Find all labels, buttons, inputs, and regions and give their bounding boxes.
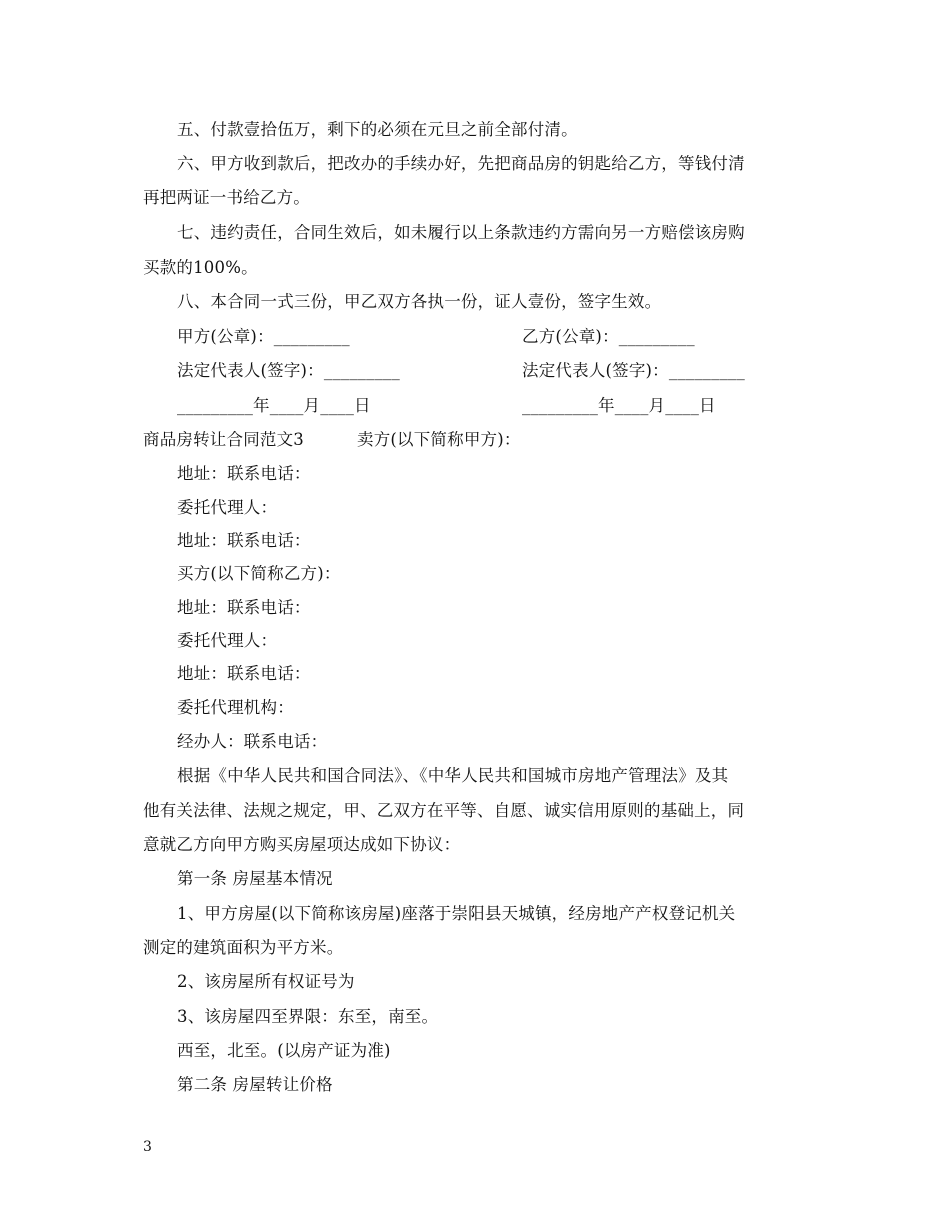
seller-address: 地址：联系电话：	[177, 464, 311, 483]
seller-agent-address: 地址：联系电话：	[177, 531, 311, 550]
clause-5: 五、付款壹拾伍万，剩下的必须在元旦之前全部付清。	[177, 120, 578, 139]
preamble-line-3: 意就乙方向甲方购买房屋项达成如下协议：	[143, 835, 461, 854]
page-number: 3	[143, 1139, 152, 1155]
clause-7-line-2: 买款的100%。	[143, 258, 258, 277]
agency: 委托代理机构：	[177, 698, 294, 717]
handler: 经办人：联系电话：	[177, 732, 328, 751]
clause-7-line-1: 七、违约责任，合同生效后，如未履行以上条款违约方需向另一方赔偿该房购	[177, 223, 745, 242]
section-title: 商品房转让合同范文3	[143, 430, 304, 449]
article-1-item-3: 3、该房屋四至界限：东至，南至。	[177, 1007, 439, 1026]
article-1-title: 第一条 房屋基本情况	[177, 869, 333, 888]
buyer-agent-address: 地址：联系电话：	[177, 664, 311, 683]
article-1-item-3-cont: 西至，北至。(以房产证为准)	[177, 1041, 391, 1060]
article-1-item-1-line-1: 1、甲方房屋(以下简称该房屋)座落于崇阳县天城镇，经房地产产权登记机关	[177, 904, 736, 923]
preamble-line-1: 根据《中华人民共和国合同法》、《中华人民共和国城市房地产管理法》及其	[177, 766, 729, 785]
seller-agent: 委托代理人：	[177, 498, 278, 517]
buyer-agent: 委托代理人：	[177, 631, 278, 650]
party-a-date: _________年____月____日	[177, 396, 371, 415]
party-a-representative: 法定代表人(签字)：_________	[177, 361, 400, 380]
party-a-seal: 甲方(公章)：_________	[177, 327, 350, 346]
party-b-representative: 法定代表人(签字)：_________	[522, 361, 745, 380]
seller-label: 卖方(以下简称甲方)：	[357, 430, 521, 449]
article-1-item-2: 2、该房屋所有权证号为	[177, 972, 355, 991]
article-1-item-1-line-2: 测定的建筑面积为平方米。	[143, 938, 344, 957]
preamble-line-2: 他有关法律、法规之规定，甲、乙双方在平等、自愿、诚实信用原则的基础上，同	[143, 801, 745, 820]
party-b-seal: 乙方(公章)：_________	[522, 327, 695, 346]
clause-8: 八、本合同一式三份，甲乙双方各执一份，证人壹份，签字生效。	[177, 292, 662, 311]
clause-6-line-1: 六、甲方收到款后，把改办的手续办好，先把商品房的钥匙给乙方，等钱付清	[177, 154, 745, 173]
article-2-title: 第二条 房屋转让价格	[177, 1075, 333, 1094]
buyer-label: 买方(以下简称乙方)：	[177, 564, 341, 583]
party-b-date: _________年____月____日	[522, 396, 716, 415]
buyer-address: 地址：联系电话：	[177, 598, 311, 617]
clause-6-line-2: 再把两证一书给乙方。	[143, 188, 310, 207]
